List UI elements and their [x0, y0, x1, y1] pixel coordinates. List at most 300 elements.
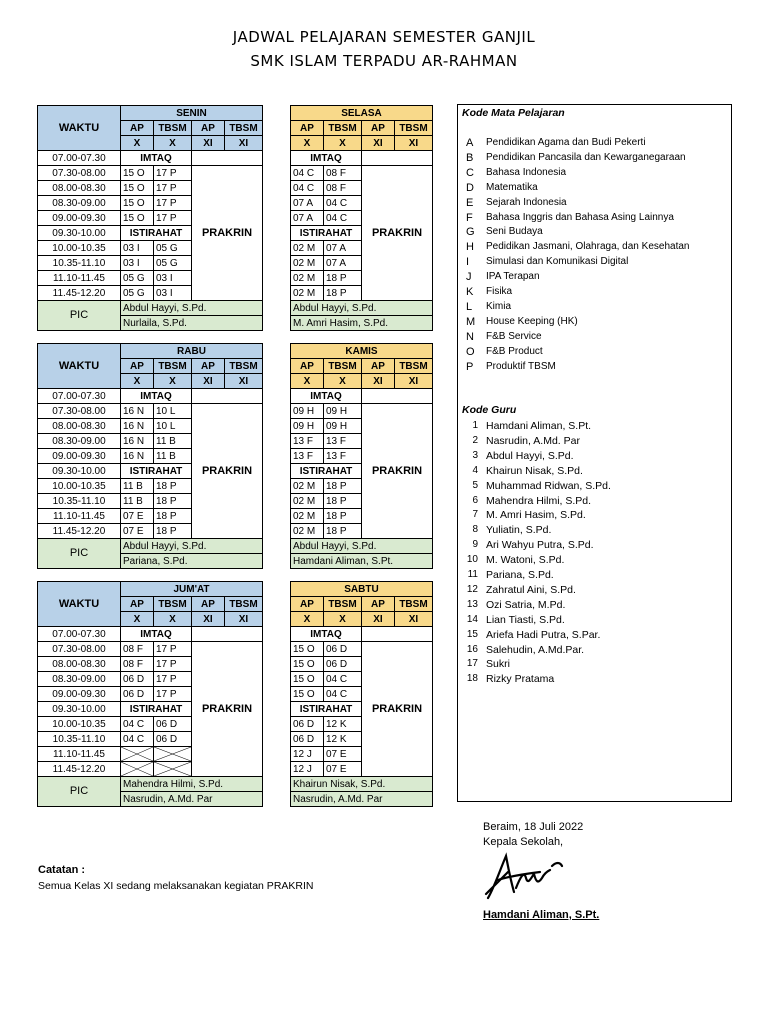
kode-mapel-code: O	[466, 345, 475, 358]
class-head: X	[324, 374, 362, 389]
lesson-cell: 09 H	[324, 404, 362, 419]
kode-guru-item	[458, 569, 733, 583]
lesson-cell: 16 N	[121, 419, 154, 434]
kode-mapel-name: F&B Service	[486, 330, 542, 342]
kode-guru-item	[458, 644, 733, 658]
kode-mapel-item	[458, 137, 733, 151]
lesson-cell: 04 C	[121, 732, 154, 747]
program-head: TBSM	[154, 121, 192, 136]
day-name: JUM'AT	[121, 582, 263, 597]
kode-guru-num: 11	[467, 569, 478, 580]
kode-guru-item	[458, 658, 733, 672]
kode-mapel-name: Kimia	[486, 300, 512, 312]
time-cell: 10.00-10.35	[38, 241, 121, 256]
kode-guru-item	[458, 673, 733, 687]
day-name: SELASA	[291, 106, 433, 121]
lesson-cell: 06 D	[154, 717, 192, 732]
kode-guru-name: Ari Wahyu Putra, S.Pd.	[486, 539, 594, 552]
lesson-cell: 07 E	[121, 509, 154, 524]
lesson-cell: 06 D	[121, 687, 154, 702]
lesson-cell: 15 O	[121, 181, 154, 196]
kode-mapel-item	[458, 212, 733, 226]
istirahat-cell: ISTIRAHAT	[121, 702, 192, 717]
schedule-table-senin	[37, 105, 263, 331]
kode-mapel-name: Seni Budaya	[486, 226, 543, 238]
kode-guru-name: Salehudin, A.Md.Par.	[486, 643, 585, 656]
crossed-cell	[154, 762, 192, 777]
pic-name: Nasrudin, A.Md. Par	[121, 792, 263, 807]
kode-guru-num: 18	[466, 673, 478, 685]
kode-guru-name: Ozi Satria, M.Pd.	[486, 598, 566, 611]
lesson-cell: 12 K	[324, 717, 362, 732]
lesson-cell: 13 F	[291, 449, 324, 464]
pic-name: Pariana, S.Pd.	[121, 554, 263, 569]
kode-mapel-code: E	[466, 196, 474, 209]
pic-name: Abdul Hayyi, S.Pd.	[291, 301, 433, 316]
time-cell: 09.30-10.00	[38, 702, 121, 717]
class-head: XI	[192, 612, 225, 627]
kode-guru-item	[458, 509, 733, 523]
kode-guru-num: 12	[466, 583, 478, 595]
day-name: SENIN	[121, 106, 263, 121]
blank-cell	[362, 389, 433, 404]
lesson-cell: 02 M	[291, 286, 324, 301]
program-head: TBSM	[395, 597, 433, 612]
lesson-cell: 15 O	[121, 166, 154, 181]
program-head: TBSM	[225, 597, 263, 612]
lesson-cell: 17 P	[154, 196, 192, 211]
lesson-cell: 18 P	[324, 286, 362, 301]
kode-mapel-item	[458, 301, 733, 315]
time-cell: 10.35-11.10	[38, 256, 121, 271]
lesson-cell: 13 F	[291, 434, 324, 449]
blank-cell	[362, 151, 433, 166]
pic-name: Abdul Hayyi, S.Pd.	[121, 301, 263, 316]
lesson-cell: 17 P	[154, 687, 192, 702]
lesson-cell: 16 N	[121, 434, 154, 449]
kode-mapel-code: B	[466, 151, 474, 164]
kode-mapel-code: H	[466, 241, 474, 254]
kode-mapel-code: A	[466, 137, 474, 149]
kode-mapel-item	[458, 316, 733, 330]
kode-guru-num: 2	[472, 434, 478, 446]
lesson-cell: 11 B	[154, 449, 192, 464]
imtaq-cell: IMTAQ	[291, 151, 362, 166]
prakrin-cell: PRAKRIN	[192, 404, 263, 539]
class-head: X	[121, 136, 154, 151]
schedule-table-kamis	[290, 343, 433, 569]
kode-mapel-name: Pedidikan Jasmani, Olahraga, dan Kesehatan	[486, 241, 690, 253]
kode-mapel-item	[458, 346, 733, 360]
kode-guru-num: 3	[472, 449, 478, 461]
lesson-cell: 18 P	[154, 509, 192, 524]
kode-guru-name: Muhammad Ridwan, S.Pd.	[486, 479, 611, 492]
class-head: X	[154, 374, 192, 389]
time-cell: 08.00-08.30	[38, 419, 121, 434]
lesson-cell: 18 P	[154, 494, 192, 509]
class-head: X	[121, 612, 154, 627]
lesson-cell: 05 G	[154, 256, 192, 271]
lesson-cell: 18 P	[324, 494, 362, 509]
lesson-cell: 09 H	[324, 419, 362, 434]
lesson-cell: 15 O	[291, 657, 324, 672]
program-head: AP	[121, 597, 154, 612]
istirahat-cell: ISTIRAHAT	[121, 464, 192, 479]
lesson-cell: 02 M	[291, 241, 324, 256]
prakrin-cell: PRAKRIN	[362, 166, 433, 301]
time-cell: 11.45-12.20	[38, 524, 121, 539]
lesson-cell: 04 C	[324, 687, 362, 702]
istirahat-cell: ISTIRAHAT	[291, 464, 362, 479]
kode-mapel-item	[458, 361, 733, 375]
time-cell: 08.30-09.00	[38, 672, 121, 687]
program-head: AP	[362, 121, 395, 136]
time-cell: 11.45-12.20	[38, 286, 121, 301]
lesson-cell: 06 D	[291, 717, 324, 732]
kode-mapel-item	[458, 152, 733, 166]
kode-guru-name: Yuliatin, S.Pd.	[486, 524, 552, 537]
lesson-cell: 12 K	[324, 732, 362, 747]
class-head: X	[154, 612, 192, 627]
lesson-cell: 10 L	[154, 404, 192, 419]
time-cell: 09.00-09.30	[38, 211, 121, 226]
kode-guru-name: Nasrudin, A.Md. Par	[486, 434, 580, 447]
kode-mapel-item	[458, 331, 733, 345]
kode-guru-item	[458, 480, 733, 494]
lesson-cell: 05 G	[154, 241, 192, 256]
lesson-cell: 18 P	[154, 479, 192, 494]
imtaq-cell: IMTAQ	[121, 151, 192, 166]
program-head: AP	[121, 359, 154, 374]
class-head: XI	[225, 612, 263, 627]
pic-name: Mahendra Hilmi, S.Pd.	[121, 777, 263, 792]
time-cell: 09.00-09.30	[38, 687, 121, 702]
class-head: XI	[362, 374, 395, 389]
kode-guru-item	[458, 554, 733, 568]
kode-mapel-name: Sejarah Indonesia	[486, 196, 567, 208]
sign-role: Kepala Sekolah,	[483, 836, 564, 848]
program-head: AP	[192, 597, 225, 612]
lesson-cell: 18 P	[324, 509, 362, 524]
day-name: SABTU	[291, 582, 433, 597]
program-head: AP	[121, 121, 154, 136]
lesson-cell: 13 F	[324, 434, 362, 449]
time-cell: 09.30-10.00	[38, 226, 121, 241]
kode-mapel-code: L	[466, 300, 473, 313]
lesson-cell: 15 O	[291, 642, 324, 657]
time-cell: 07.00-07.30	[38, 389, 121, 404]
time-cell: 10.00-10.35	[38, 479, 121, 494]
kode-mapel-name: Pendidikan Agama dan Budi Pekerti	[486, 137, 646, 148]
lesson-cell: 02 M	[291, 494, 324, 509]
time-cell: 08.00-08.30	[38, 657, 121, 672]
pic-name: Nurlaila, S.Pd.	[121, 316, 263, 331]
imtaq-cell: IMTAQ	[121, 627, 192, 642]
class-head: XI	[192, 374, 225, 389]
kode-guru-item	[458, 629, 733, 643]
kode-guru-name: Hamdani Aliman, S.Pt.	[486, 420, 592, 432]
catatan-title: Catatan :	[38, 864, 86, 876]
kode-mapel-item	[458, 241, 733, 255]
kode-guru-name: Khairun Nisak, S.Pd.	[486, 464, 583, 477]
lesson-cell: 18 P	[324, 271, 362, 286]
schedule-table-sabtu	[290, 581, 433, 807]
lesson-cell: 10 L	[154, 419, 192, 434]
kode-guru-name: Lian Tiasti, S.Pd.	[486, 613, 565, 626]
kode-guru-num: 7	[472, 509, 478, 521]
lesson-cell: 03 I	[154, 271, 192, 286]
kode-guru-num: 4	[472, 464, 478, 476]
lesson-cell: 02 M	[291, 271, 324, 286]
lesson-cell: 06 D	[324, 657, 362, 672]
schedule-table-jumat	[37, 581, 263, 807]
lesson-cell: 09 H	[291, 419, 324, 434]
program-head: TBSM	[324, 121, 362, 136]
kode-guru-name: Zahratul Aini, S.Pd.	[486, 583, 576, 596]
kode-mapel-item	[458, 226, 733, 240]
prakrin-cell: PRAKRIN	[362, 404, 433, 539]
lesson-cell: 07 E	[324, 762, 362, 777]
kode-guru-num: 5	[472, 479, 478, 491]
lesson-cell: 07 E	[324, 747, 362, 762]
blank-cell	[192, 389, 263, 404]
lesson-cell: 06 D	[121, 672, 154, 687]
pic-name: M. Amri Hasim, S.Pd.	[291, 316, 433, 331]
lesson-cell: 17 P	[154, 642, 192, 657]
lesson-cell: 12 J	[291, 762, 324, 777]
kode-mapel-code: K	[466, 286, 474, 298]
kode-guru-name: Ariefa Hadi Putra, S.Par.	[486, 628, 601, 641]
lesson-cell: 12 J	[291, 747, 324, 762]
kode-guru-item	[458, 584, 733, 598]
kode-guru-name: Rizky Pratama	[486, 673, 555, 686]
time-cell: 10.35-11.10	[38, 732, 121, 747]
kode-guru-item	[458, 539, 733, 553]
kode-guru-item	[458, 599, 733, 613]
lesson-cell: 18 P	[324, 479, 362, 494]
istirahat-cell: ISTIRAHAT	[291, 702, 362, 717]
kode-guru-num: 16	[466, 643, 478, 655]
program-head: AP	[192, 121, 225, 136]
crossed-cell	[121, 747, 154, 762]
kode-mapel-item	[458, 182, 733, 196]
lesson-cell: 08 F	[324, 166, 362, 181]
kode-guru-name: Sukri	[486, 658, 510, 671]
lesson-cell: 16 N	[121, 449, 154, 464]
lesson-cell: 04 C	[324, 196, 362, 211]
lesson-cell: 18 P	[324, 524, 362, 539]
waktu-header: WAKTU	[38, 106, 121, 151]
blank-cell	[192, 627, 263, 642]
lesson-cell: 17 P	[154, 211, 192, 226]
kode-mapel-code: M	[466, 315, 476, 328]
day-name: RABU	[121, 344, 263, 359]
kode-mapel-item	[458, 271, 733, 285]
program-head: TBSM	[395, 359, 433, 374]
lesson-cell: 09 H	[291, 404, 324, 419]
kode-guru-item	[458, 465, 733, 479]
time-cell: 11.10-11.45	[38, 509, 121, 524]
kode-mapel-name: F&B Product	[486, 345, 543, 357]
program-head: TBSM	[395, 121, 433, 136]
lesson-cell: 17 P	[154, 166, 192, 181]
time-cell: 08.30-09.00	[38, 434, 121, 449]
kode-guru-item	[458, 435, 733, 449]
time-cell: 11.10-11.45	[38, 747, 121, 762]
legend-box	[457, 104, 732, 802]
time-cell: 07.00-07.30	[38, 627, 121, 642]
catatan-text: Semua Kelas XI sedang melaksanakan kegiatan PRAKRIN	[38, 880, 314, 892]
program-head: AP	[291, 597, 324, 612]
lesson-cell: 11 B	[121, 479, 154, 494]
istirahat-cell: ISTIRAHAT	[291, 226, 362, 241]
kode-mapel-item	[458, 197, 733, 211]
lesson-cell: 07 A	[291, 196, 324, 211]
kode-mapel-item	[458, 167, 733, 181]
prakrin-cell: PRAKRIN	[192, 642, 263, 777]
kode-guru-num: 15	[466, 628, 478, 640]
schedule-table-selasa	[290, 105, 433, 331]
program-head: TBSM	[225, 359, 263, 374]
class-head: X	[154, 136, 192, 151]
kode-mapel-name: Fisika	[486, 286, 513, 297]
kode-mapel-code: N	[466, 330, 474, 343]
istirahat-cell: ISTIRAHAT	[121, 226, 192, 241]
lesson-cell: 05 G	[121, 271, 154, 286]
time-cell: 07.30-08.00	[38, 166, 121, 181]
kode-mapel-code: I	[466, 256, 470, 269]
lesson-cell: 07 A	[324, 241, 362, 256]
kode-mapel-code: J	[466, 271, 472, 284]
blank-cell	[192, 151, 263, 166]
class-head: XI	[225, 136, 263, 151]
kode-mapel-code: G	[466, 226, 475, 239]
lesson-cell: 17 P	[154, 657, 192, 672]
kode-guru-name: Abdul Hayyi, S.Pd.	[486, 449, 574, 462]
kode-mapel-code: P	[466, 360, 474, 373]
imtaq-cell: IMTAQ	[121, 389, 192, 404]
program-head: AP	[291, 121, 324, 136]
lesson-cell: 06 D	[324, 642, 362, 657]
lesson-cell: 16 N	[121, 404, 154, 419]
kode-mapel-name: Produktif TBSM	[486, 360, 556, 372]
kode-mapel-name: Bahasa Indonesia	[486, 166, 567, 178]
lesson-cell: 04 C	[324, 211, 362, 226]
kode-guru-num: 9	[472, 539, 478, 551]
pic-name: Khairun Nisak, S.Pd.	[291, 777, 433, 792]
class-head: XI	[362, 612, 395, 627]
lesson-cell: 07 A	[291, 211, 324, 226]
time-cell: 07.30-08.00	[38, 642, 121, 657]
prakrin-cell: PRAKRIN	[192, 166, 263, 301]
lesson-cell: 15 O	[121, 211, 154, 226]
kode-mapel-item	[458, 256, 733, 270]
program-head: TBSM	[324, 359, 362, 374]
kode-mapel-title: Kode Mata Pelajaran	[462, 107, 565, 119]
sign-name: Hamdani Aliman, S.Pt.	[483, 909, 600, 921]
time-cell: 11.10-11.45	[38, 271, 121, 286]
lesson-cell: 15 O	[291, 672, 324, 687]
kode-guru-num: 10	[466, 554, 478, 566]
time-cell: 11.45-12.20	[38, 762, 121, 777]
lesson-cell: 03 I	[121, 256, 154, 271]
kode-guru-item	[458, 420, 733, 434]
kode-guru-item	[458, 524, 733, 538]
waktu-header: WAKTU	[38, 344, 121, 389]
time-cell: 08.00-08.30	[38, 181, 121, 196]
lesson-cell: 02 M	[291, 509, 324, 524]
pic-label: PIC	[38, 301, 121, 331]
waktu-header: WAKTU	[38, 582, 121, 627]
kode-guru-num: 17	[466, 658, 478, 670]
class-head: XI	[395, 612, 433, 627]
imtaq-cell: IMTAQ	[291, 627, 362, 642]
lesson-cell: 15 O	[121, 196, 154, 211]
kode-guru-num: 1	[472, 420, 478, 431]
lesson-cell: 06 D	[291, 732, 324, 747]
lesson-cell: 02 M	[291, 256, 324, 271]
lesson-cell: 15 O	[291, 687, 324, 702]
lesson-cell: 04 C	[291, 181, 324, 196]
lesson-cell: 02 M	[291, 479, 324, 494]
class-head: X	[324, 136, 362, 151]
lesson-cell: 11 B	[121, 494, 154, 509]
class-head: X	[324, 612, 362, 627]
class-head: XI	[362, 136, 395, 151]
kode-guru-num: 13	[466, 598, 478, 610]
time-cell: 07.30-08.00	[38, 404, 121, 419]
kode-mapel-name: Bahasa Inggris dan Bahasa Asing Lainnya	[486, 211, 674, 223]
lesson-cell: 11 B	[154, 434, 192, 449]
signature-image	[480, 848, 570, 904]
pic-name: Nasrudin, A.Md. Par	[291, 792, 433, 807]
sign-place-date: Beraim, 18 Juli 2022	[483, 821, 584, 833]
lesson-cell: 17 P	[154, 672, 192, 687]
lesson-cell: 07 E	[121, 524, 154, 539]
crossed-cell	[121, 762, 154, 777]
lesson-cell: 06 D	[154, 732, 192, 747]
lesson-cell: 03 I	[154, 286, 192, 301]
kode-guru-num: 14	[466, 613, 478, 625]
lesson-cell: 08 F	[121, 657, 154, 672]
kode-guru-item	[458, 450, 733, 464]
crossed-cell	[154, 747, 192, 762]
class-head: XI	[395, 136, 433, 151]
time-cell: 09.00-09.30	[38, 449, 121, 464]
kode-mapel-item	[458, 286, 733, 300]
kode-mapel-name: Pendidikan Pancasila dan Kewarganegaraan	[486, 151, 686, 163]
class-head: X	[121, 374, 154, 389]
pic-name: Abdul Hayyi, S.Pd.	[291, 539, 433, 554]
prakrin-cell: PRAKRIN	[362, 642, 433, 777]
kode-mapel-code: C	[466, 166, 474, 179]
blank-cell	[362, 627, 433, 642]
lesson-cell: 03 I	[121, 241, 154, 256]
kode-guru-name: M. Watoni, S.Pd.	[486, 554, 565, 567]
kode-guru-name: Mahendra Hilmi, S.Pd.	[486, 494, 592, 507]
kode-guru-item	[458, 495, 733, 509]
kode-guru-num: 8	[472, 524, 478, 536]
pic-label: PIC	[38, 777, 121, 807]
schedule-table-rabu	[37, 343, 263, 569]
time-cell: 07.00-07.30	[38, 151, 121, 166]
program-head: TBSM	[154, 597, 192, 612]
kode-guru-num: 6	[472, 494, 478, 506]
class-head: X	[291, 612, 324, 627]
program-head: AP	[192, 359, 225, 374]
lesson-cell: 04 C	[324, 672, 362, 687]
kode-mapel-code: D	[466, 181, 474, 194]
